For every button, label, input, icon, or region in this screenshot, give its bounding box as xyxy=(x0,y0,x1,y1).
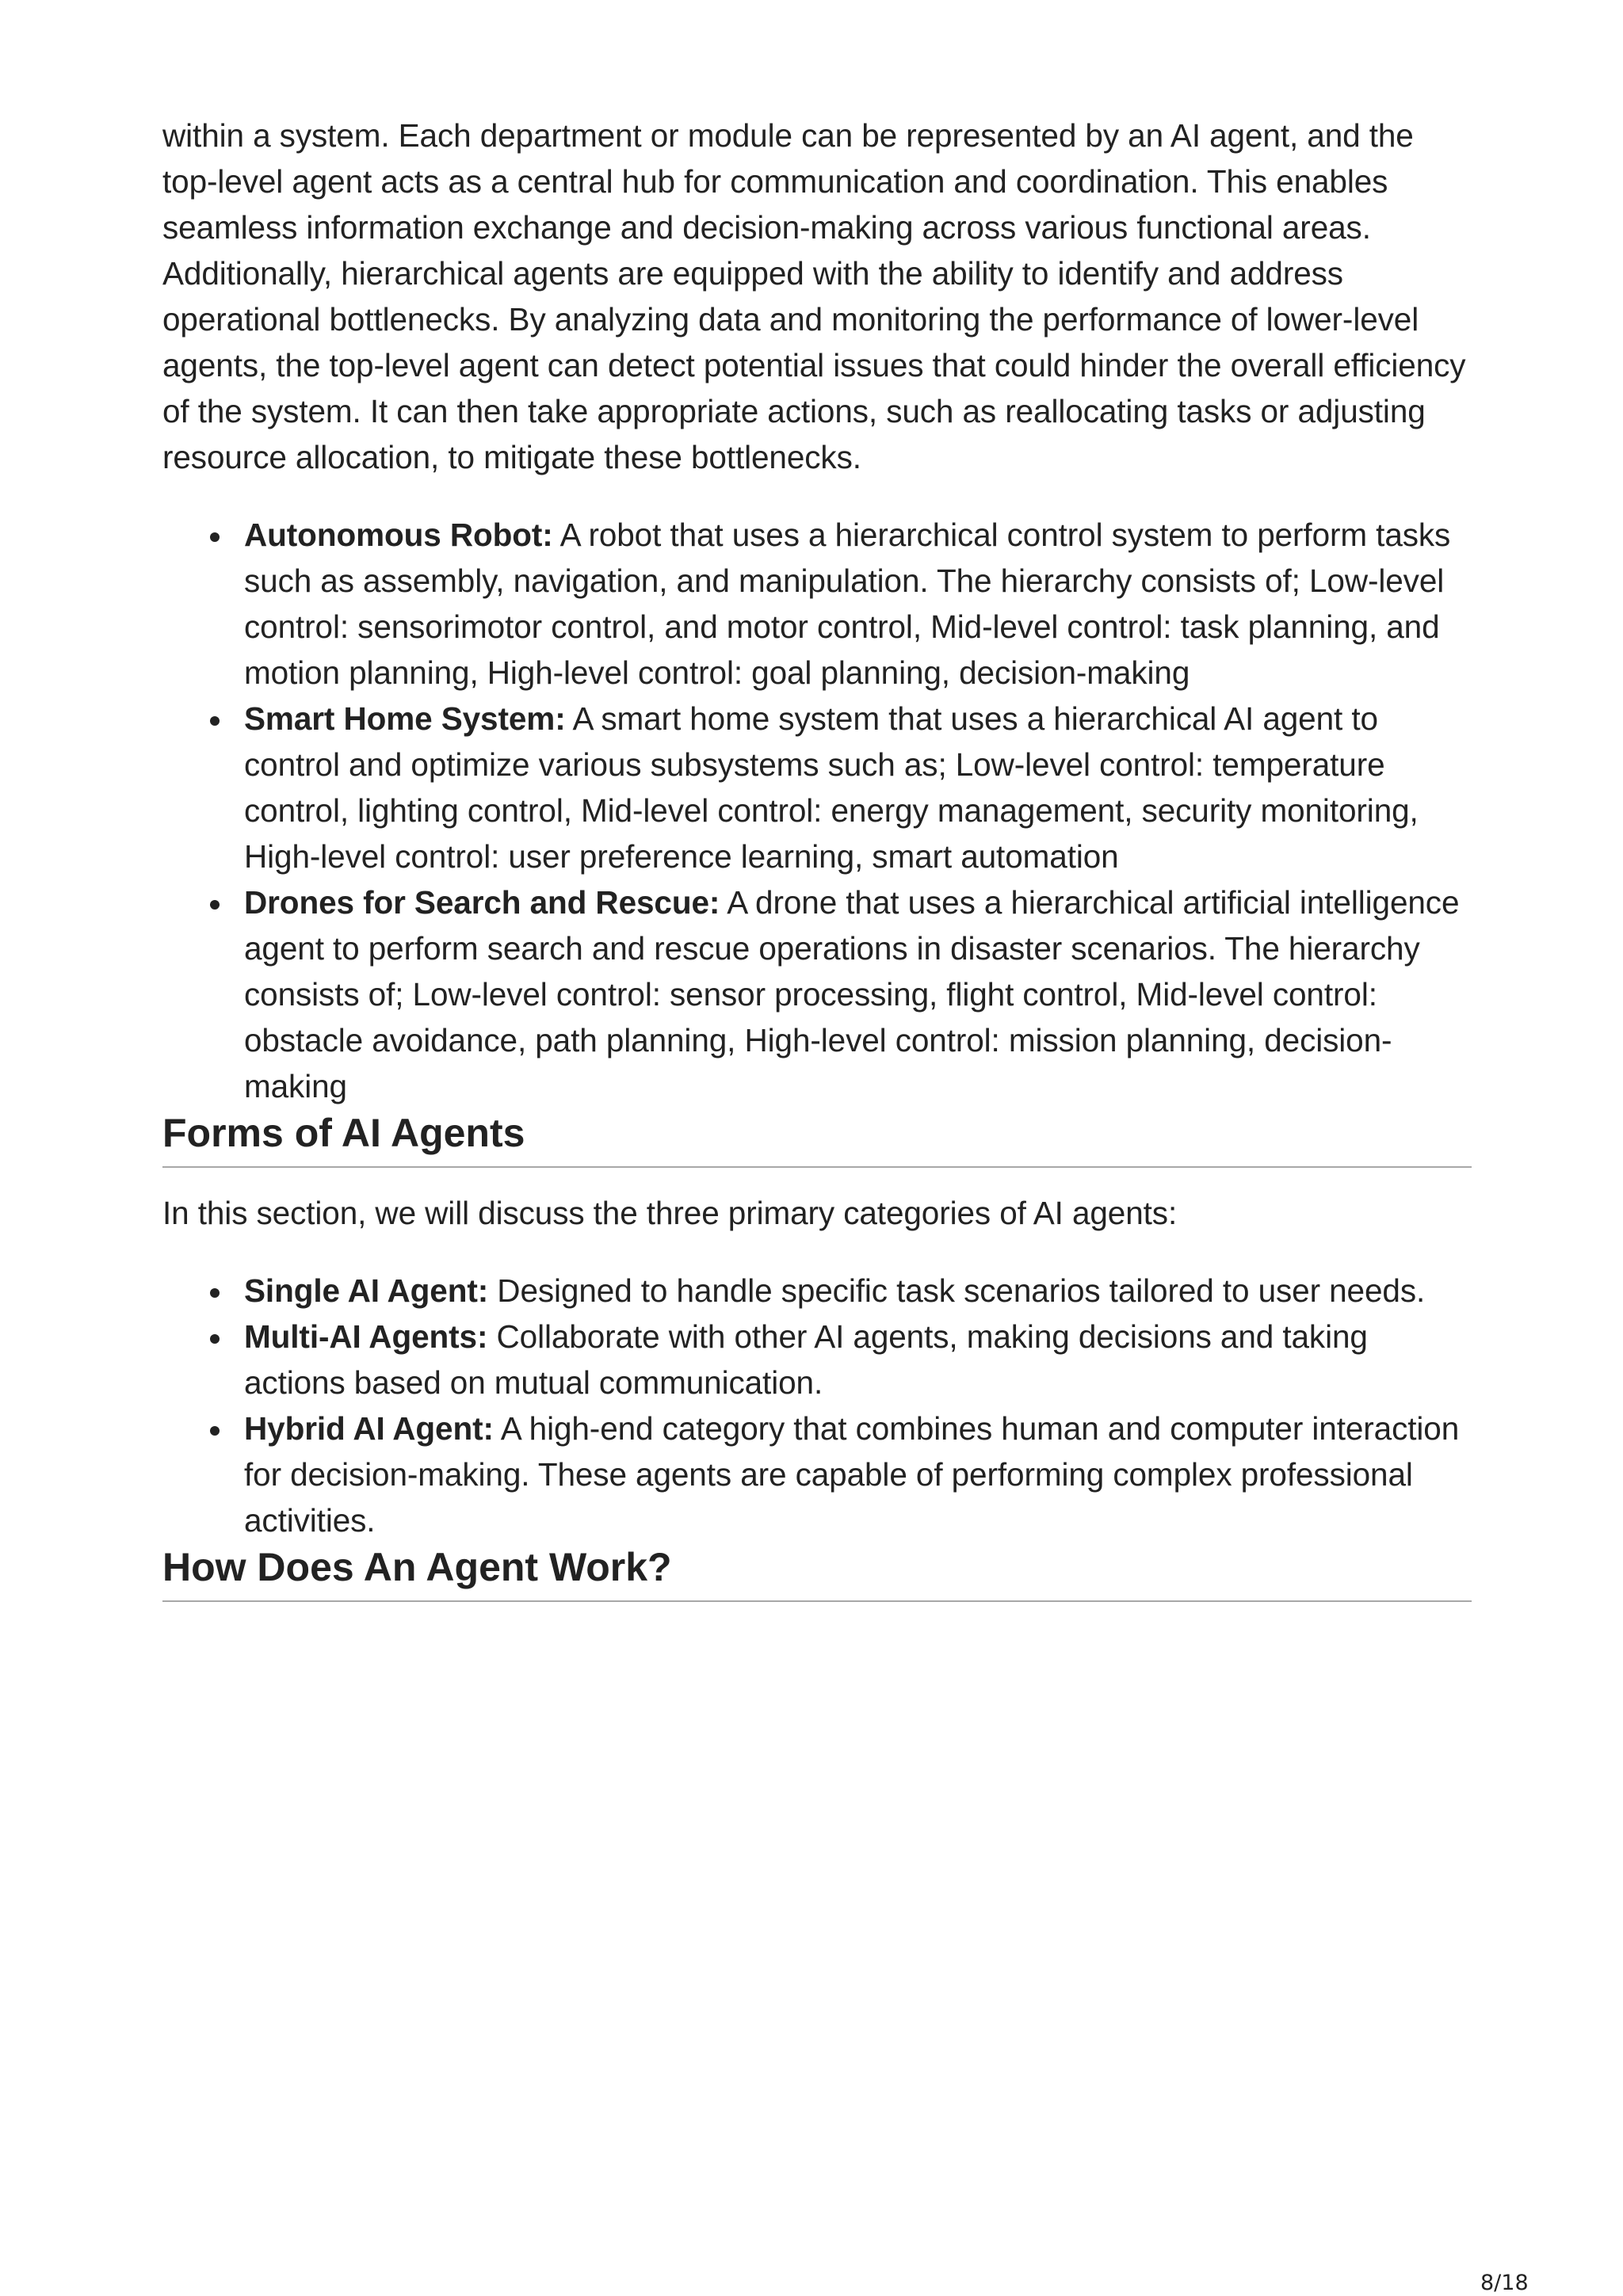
list-item-text: Designed to handle specific task scenarios tailored to user needs. xyxy=(488,1272,1426,1309)
how-section-heading: How Does An Agent Work? xyxy=(162,1543,1472,1602)
list-item xyxy=(244,1405,1472,1543)
forms-list xyxy=(162,1268,1472,1543)
list-item-text: A smart home system that uses a hierarchical AI agent to control and optimize various subsystems such as; Low-level control: temperature control, lighting control, Mid-level control: energy management, security monitoring, High-level control: user preference learning, smart automation xyxy=(244,700,1419,875)
list-item-term: Drones for Search and Rescue: xyxy=(244,884,720,921)
list-item xyxy=(244,696,1472,879)
forms-section-heading: Forms of AI Agents xyxy=(162,1109,1472,1168)
list-item xyxy=(244,512,1472,696)
list-item-text: A high-end category that combines human and computer interaction for decision-making. These agents are capable of performing complex professional activities. xyxy=(244,1410,1460,1539)
list-item-term: Multi-AI Agents: xyxy=(244,1318,488,1355)
list-item xyxy=(244,1268,1472,1314)
list-item-term: Single AI Agent: xyxy=(244,1272,489,1309)
list-item-term: Smart Home System: xyxy=(244,700,566,737)
list-item-term: Autonomous Robot: xyxy=(244,517,553,553)
page-content xyxy=(162,113,1472,1602)
hierarchical-examples-list xyxy=(162,512,1472,1109)
intro-paragraph: within a system. Each department or module can be represented by an AI agent, and the top-level agent acts as a central hub for communication and coordination. This enables seamless information exchange and decision-making across various functional areas. Additionally, hierarchical agents are equipped with the ability to identify and address operational bottlenecks. By analyzing data and monitoring the performance of lower-level agents, the top-level agent can detect potential issues that could hinder the overall efficiency of the system. It can then take appropriate actions, such as reallocating tasks or adjusting resource allocation, to mitigate these bottlenecks. xyxy=(162,117,1466,475)
list-item xyxy=(244,1314,1472,1405)
list-item xyxy=(244,879,1472,1109)
list-item-text: A robot that uses a hierarchical control system to perform tasks such as assembly, navigation, and manipulation. The hierarchy consists of; Low-level control: sensorimotor control, and motor control, Mid-level control: task planning, and motion planning, High-level control: goal planning, decision-making xyxy=(244,517,1451,691)
page-number: 8/18 xyxy=(1480,2271,1529,2295)
forms-intro-paragraph: In this section, we will discuss the three primary categories of AI agents: xyxy=(162,1195,1178,1231)
list-item-text: Collaborate with other AI agents, making decisions and taking actions based on mutual communication. xyxy=(244,1318,1368,1401)
list-item-text: A drone that uses a hierarchical artificial intelligence agent to perform search and rescue operations in disaster scenarios. The hierarchy consists of; Low-level control: sensor processing, flight control, Mid-level control: obstacle avoidance, path planning, High-level control: mission planning, decision-making xyxy=(244,884,1460,1104)
list-item-term: Hybrid AI Agent: xyxy=(244,1410,494,1447)
